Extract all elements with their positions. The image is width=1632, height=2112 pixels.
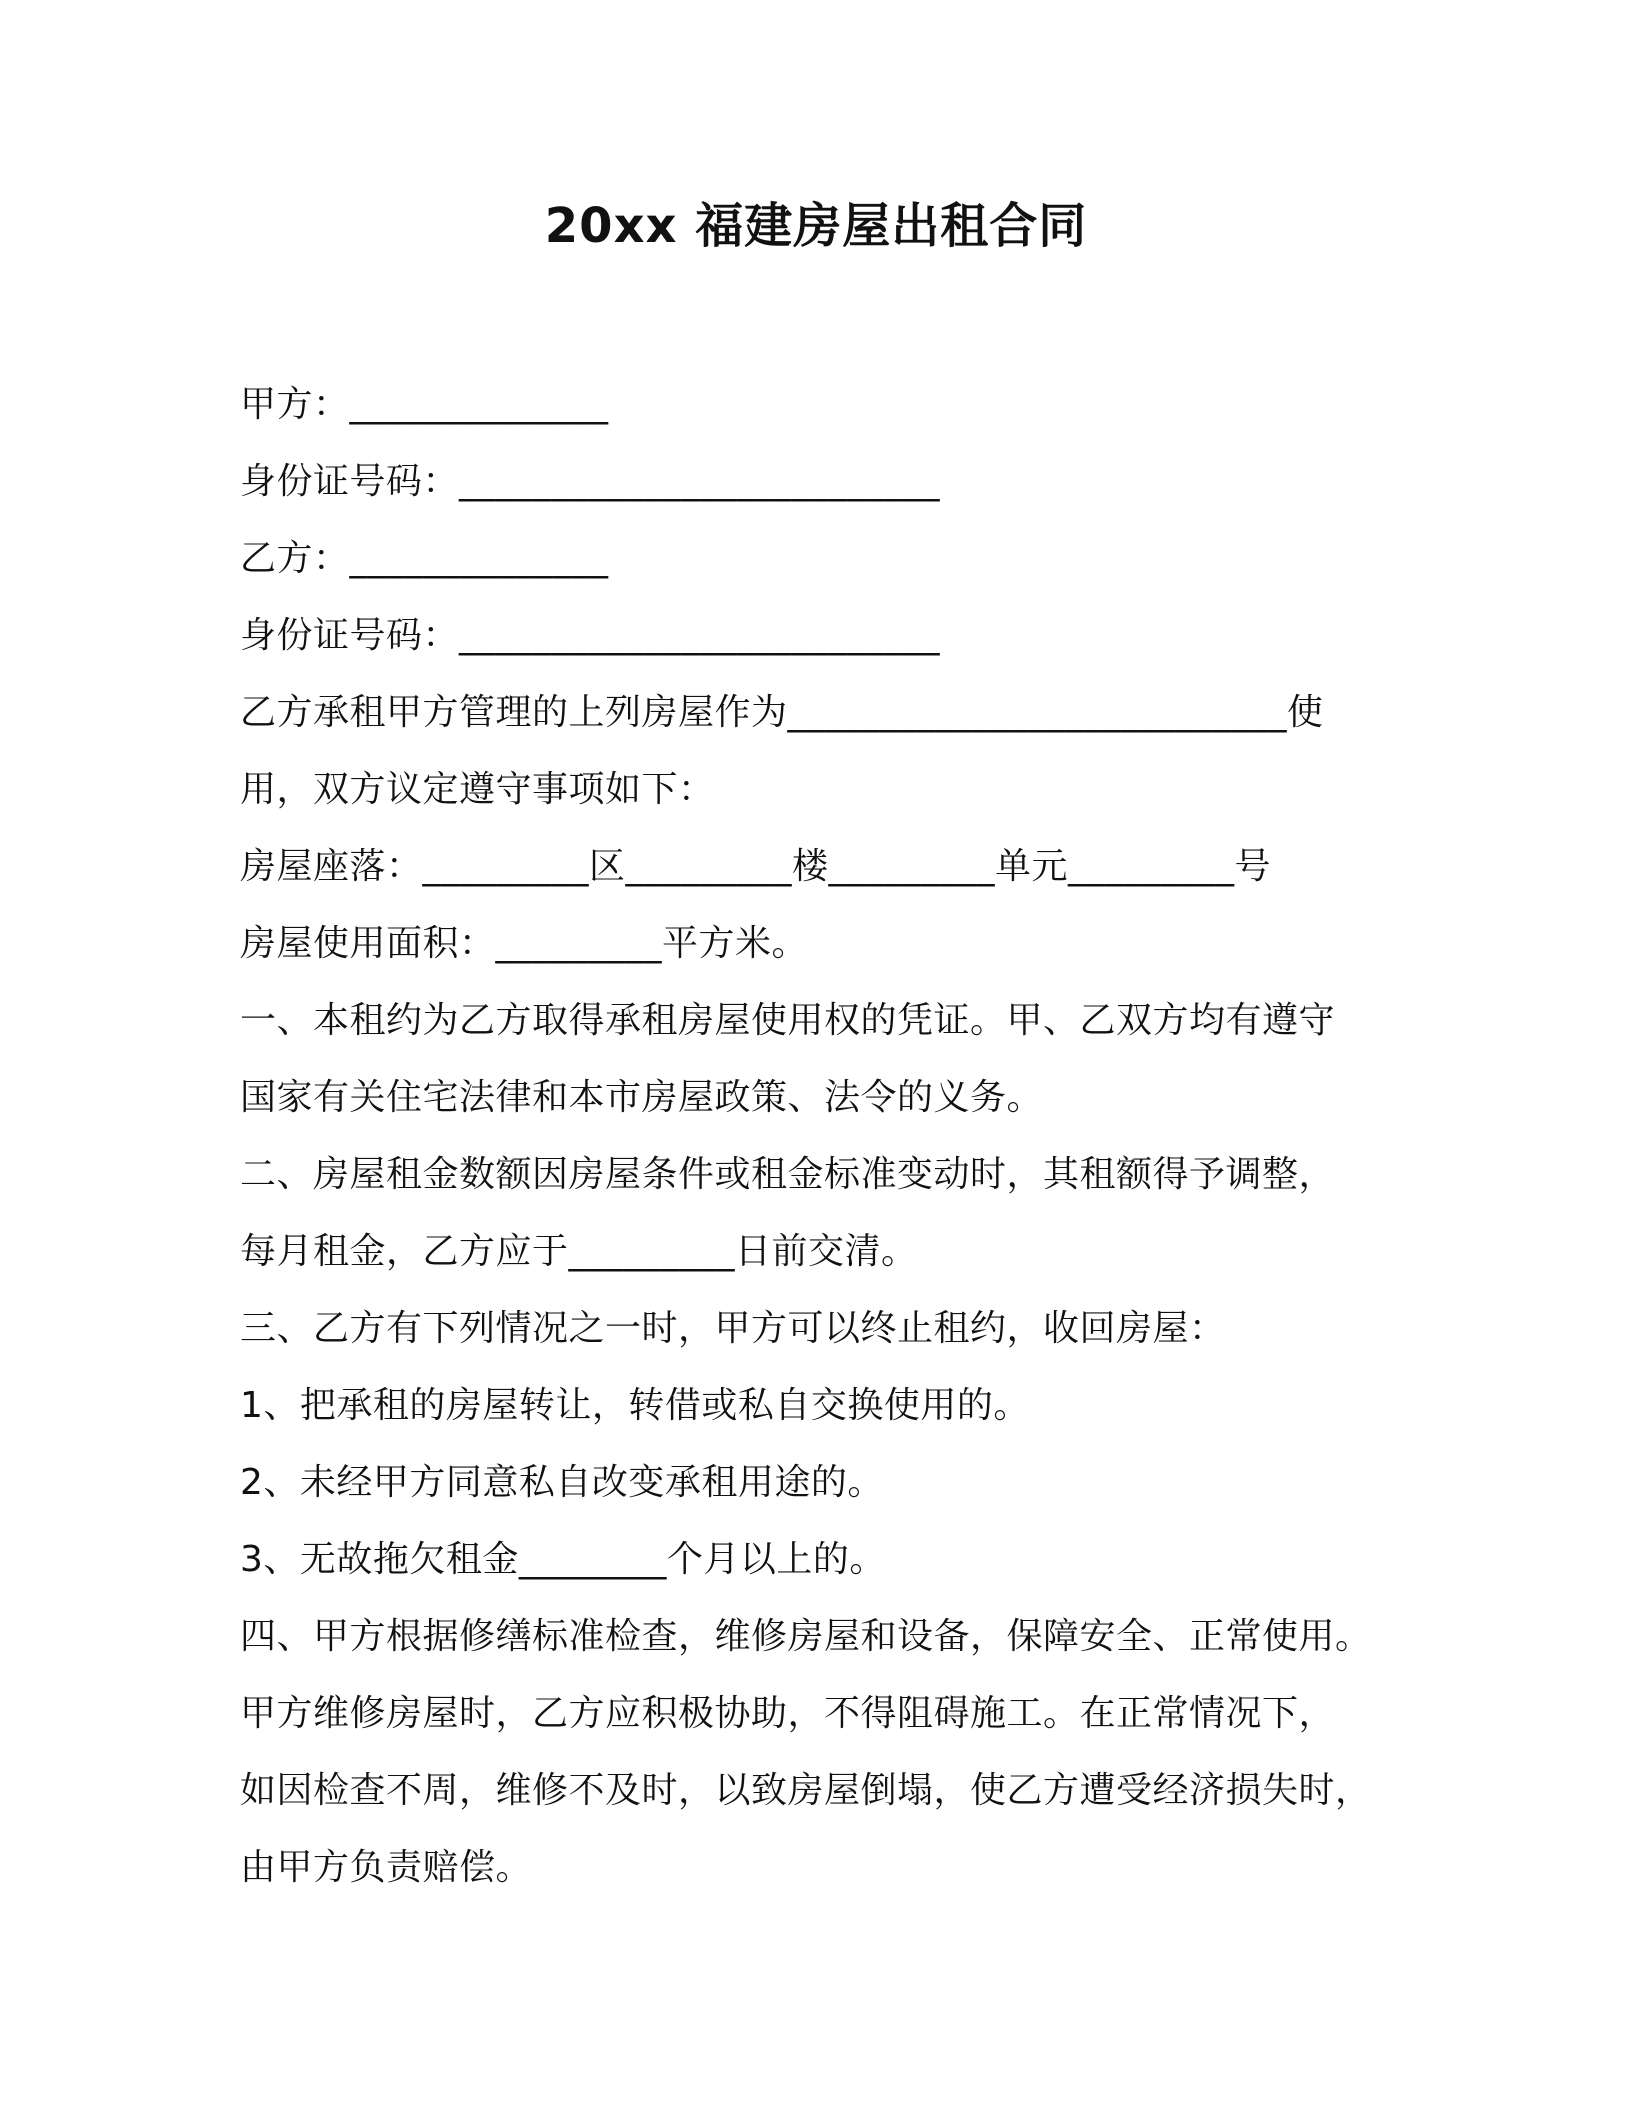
clause-4-line-2: 甲方维修房屋时，乙方应积极协助，不得阻碍施工。在正常情况下， <box>240 1693 1336 1734</box>
usage-purpose-line: 乙方承租甲方管理的上列房屋作为___________________________使 <box>240 692 1324 733</box>
party-a-line: 甲方：______________ <box>240 384 609 425</box>
usage-purpose-line-cont: 用，双方议定遵守事项如下： <box>240 769 715 810</box>
property-area-line: 房屋使用面积：_________平方米。 <box>240 923 809 964</box>
clause-1-line-1: 一、本租约为乙方取得承租房屋使用权的凭证。甲、乙双方均有遵守 <box>240 1000 1336 1041</box>
clause-4-line-3: 如因检查不周，维修不及时，以致房屋倒塌，使乙方遭受经济损失时， <box>240 1770 1372 1811</box>
party-a-id-line: 身份证号码：__________________________ <box>240 461 941 502</box>
clause-1-line-2: 国家有关住宅法律和本市房屋政策、法令的义务。 <box>240 1077 1044 1118</box>
clause-2-line-2: 每月租金，乙方应于_________日前交清。 <box>240 1231 918 1272</box>
document-body <box>240 366 1400 1906</box>
document-title: 20xx 福建房屋出租合同 <box>544 198 1088 254</box>
clause-3-line: 三、乙方有下列情况之一时，甲方可以终止租约，收回房屋： <box>240 1308 1226 1349</box>
clause-4-line-1: 四、甲方根据修缮标准检查，维修房屋和设备，保障安全、正常使用。 <box>240 1616 1372 1657</box>
clause-4-line-4: 由甲方负责赔偿。 <box>240 1847 533 1888</box>
clause-3-item-2: 2、未经甲方同意私自改变承租用途的。 <box>240 1462 884 1503</box>
clause-3-item-1: 1、把承租的房屋转让，转借或私自交换使用的。 <box>240 1385 1030 1426</box>
property-location-line: 房屋座落：_________区_________楼_________单元_________号 <box>240 846 1272 887</box>
party-b-line: 乙方：______________ <box>240 538 609 579</box>
party-b-id-line: 身份证号码：__________________________ <box>240 615 941 656</box>
clause-3-item-3: 3、无故拖欠租金________个月以上的。 <box>240 1539 886 1580</box>
clause-2-line-1: 二、房屋租金数额因房屋条件或租金标准变动时，其租额得予调整， <box>240 1154 1336 1195</box>
